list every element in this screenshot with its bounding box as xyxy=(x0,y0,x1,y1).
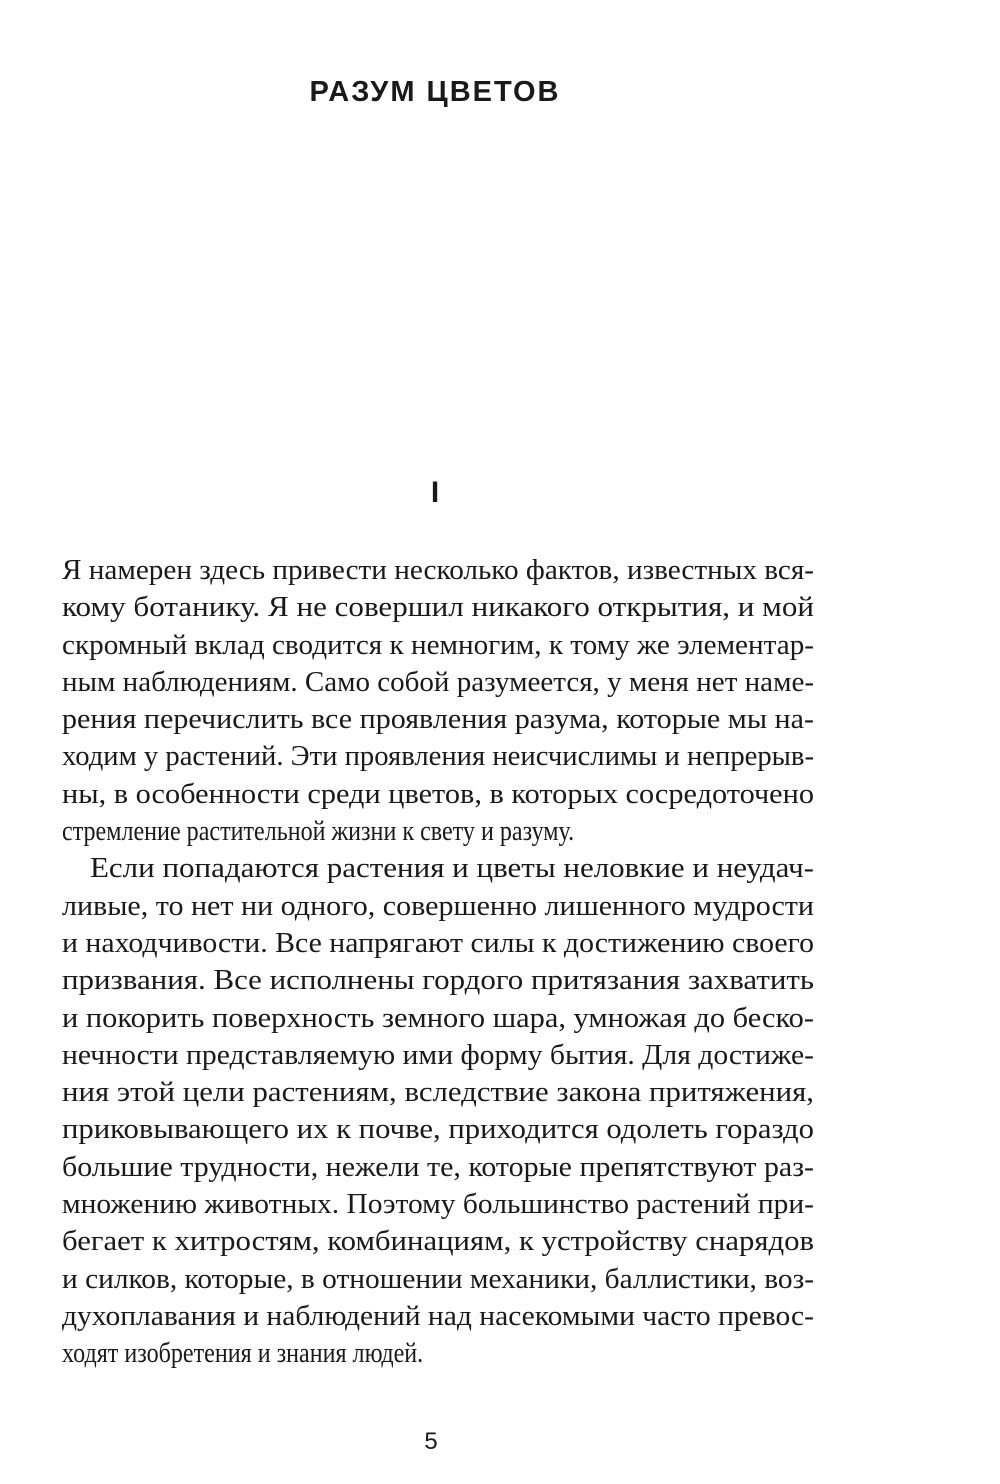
text-line-content: ны, в особенности среди цветов, в которых сосредоточено xyxy=(62,778,814,810)
text-line-content: скромный вклад сводится к немногим, к тому же элементар- xyxy=(62,629,814,661)
text-line-content: стремление растительной жизни к свету и разуму. xyxy=(62,816,575,848)
text-line-content: нечности представляемую ими форму бытия. Для достиже- xyxy=(62,1039,814,1071)
text-line xyxy=(62,1074,814,1111)
text-line xyxy=(62,1037,814,1074)
text-line xyxy=(62,589,814,626)
text-line xyxy=(62,888,814,925)
text-line-content: ния этой цели растениям, вследствие закона притяжения, xyxy=(62,1077,814,1109)
text-line-content: бегает к хитростям, комбинациям, к устройству снарядов xyxy=(62,1226,814,1258)
text-line xyxy=(62,1000,814,1037)
text-line xyxy=(62,813,814,850)
chapter-title: РАЗУМ ЦВЕТОВ xyxy=(309,76,561,108)
text-line-content: и покорить поверхность земного шара, умножая до беско- xyxy=(62,1002,814,1034)
text-line xyxy=(62,962,814,999)
text-line xyxy=(62,1223,814,1260)
text-line xyxy=(62,925,814,962)
text-line-content: и силков, которые, в отношении механики, баллистики, воз- xyxy=(62,1263,815,1295)
text-line xyxy=(62,850,814,887)
text-line xyxy=(62,664,814,701)
text-line xyxy=(62,552,814,589)
text-line-content: призвания. Все исполнены гордого притязания захватить xyxy=(62,965,814,997)
text-line xyxy=(62,1298,814,1335)
text-line xyxy=(62,1111,814,1148)
text-line xyxy=(62,776,814,813)
text-line-content: рения перечислить все проявления разума, которые мы на- xyxy=(62,704,814,736)
text-line-content: множению животных. Поэтому большинство растений при- xyxy=(62,1189,815,1221)
text-line xyxy=(62,1261,814,1298)
text-line xyxy=(62,701,814,738)
text-line-content: ходим у растений. Эти проявления неисчислимы и непрерыв- xyxy=(62,741,814,773)
text-line-content: кому ботанику. Я не совершил никакого открытия, и мой xyxy=(62,592,814,624)
text-line-content: ходят изобретения и знания людей. xyxy=(62,1338,424,1370)
body-text xyxy=(62,552,814,1373)
text-line-content: духоплавания и наблюдений над насекомыми часто превос- xyxy=(62,1300,814,1332)
text-line xyxy=(62,1149,814,1186)
section-number: I xyxy=(430,476,440,509)
text-line-content: Если попадаются растения и цветы неловкие и неудач- xyxy=(90,853,814,885)
text-line-content: приковывающего их к почве, приходится одолеть гораздо xyxy=(62,1114,814,1146)
text-line-content: большие трудности, нежели те, которые препятствуют раз- xyxy=(62,1151,814,1183)
text-line-content: ным наблюдениям. Само собой разумеется, у меня нет наме- xyxy=(62,666,814,698)
text-line xyxy=(62,1335,814,1372)
page-number: 5 xyxy=(424,1428,438,1455)
text-line xyxy=(62,627,814,664)
text-line-content: ливые, то нет ни одного, совершенно лишенного мудрости xyxy=(62,890,814,922)
text-line-content: и находчивости. Все напрягают силы к достижению своего xyxy=(62,927,814,959)
text-line xyxy=(62,738,814,775)
text-line-content: Я намерен здесь привести несколько фактов, известных вся- xyxy=(62,555,814,586)
text-line xyxy=(62,1186,814,1223)
